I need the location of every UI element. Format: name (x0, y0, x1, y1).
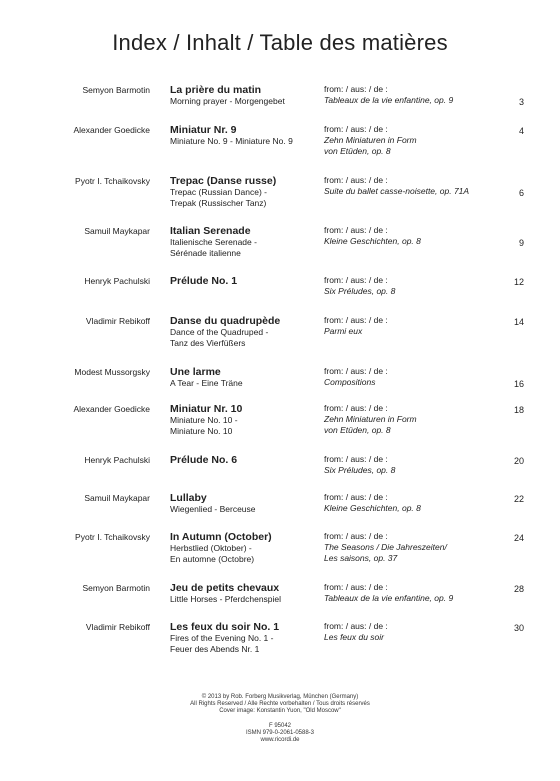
composer-name: Vladimir Rebikoff (85, 316, 150, 326)
copyright-line: © 2013 by Rob. Forberg Musikverlag, München (Germany) (201, 694, 359, 700)
composer-name: Henryk Pachulski (84, 455, 150, 465)
source-info (324, 454, 514, 476)
piece-subtitle: Miniature No. 10 - (170, 415, 238, 425)
page-number: 16 (513, 379, 524, 389)
piece-titles (170, 124, 320, 147)
piece-subtitle: Fires of the Evening No. 1 - (170, 633, 274, 643)
piece-subtitle: Dance of the Quadruped - (170, 327, 269, 337)
piece-title: Lullaby (170, 492, 207, 504)
from-label: from: / aus: / de : (324, 454, 388, 464)
piece-title: Italian Serenade (170, 225, 251, 237)
source-work: von Etüden, op. 8 (324, 146, 391, 156)
piece-subtitle: Sérénade italienne (170, 248, 241, 258)
piece-subtitle: Trepac (Russian Dance) - (170, 187, 267, 197)
piece-titles (170, 621, 320, 655)
composer-name: Vladimir Rebikoff (85, 622, 150, 632)
piece-title: Les feux du soir No. 1 (170, 621, 280, 633)
source-work: Tableaux de la vie enfantine, op. 9 (324, 95, 454, 105)
piece-titles (170, 315, 320, 349)
source-info (324, 275, 514, 297)
source-work: Les saisons, op. 37 (324, 553, 398, 563)
page-number: 20 (513, 456, 524, 466)
source-work: Tableaux de la vie enfantine, op. 9 (324, 593, 454, 603)
source-work: Parmi eux (324, 326, 363, 336)
rights-line: All Rights Reserved / Alle Rechte vorbehalten / Tous droits réservés (190, 701, 370, 708)
source-info (324, 315, 514, 337)
piece-titles (170, 225, 320, 259)
piece-subtitle: Morning prayer - Morgengebet (170, 96, 285, 106)
from-label: from: / aus: / de : (324, 582, 388, 592)
from-label: from: / aus: / de : (324, 403, 388, 413)
publisher-website: www.ricordi.de (260, 737, 300, 744)
publisher-footer (0, 694, 560, 744)
piece-title: Danse du quadrupède (170, 315, 281, 327)
composer-name: Semyon Barmotin (82, 85, 150, 95)
page-number: 24 (513, 533, 524, 543)
piece-subtitle: Miniature No. 10 (170, 426, 233, 436)
source-info (324, 366, 514, 388)
composer-name: Pyotr I. Tchaikovsky (75, 532, 150, 542)
piece-titles (170, 492, 320, 515)
piece-subtitle: Miniature No. 9 - Miniature No. 9 (170, 136, 293, 146)
source-info (324, 582, 514, 604)
page-number: 12 (513, 277, 524, 287)
source-work: Zehn Miniaturen in Form (324, 414, 417, 424)
source-info (324, 492, 514, 514)
source-work: Six Préludes, op. 8 (324, 286, 396, 296)
composer-name: Alexander Goedicke (73, 404, 150, 414)
piece-titles (170, 454, 320, 466)
piece-subtitle: Little Horses - Pferdchenspiel (170, 594, 282, 604)
from-label: from: / aus: / de : (324, 621, 388, 631)
source-work: The Seasons / Die Jahreszeiten/ (324, 542, 447, 552)
piece-title: Prélude No. 6 (170, 454, 238, 466)
source-info (324, 403, 514, 436)
piece-subtitle: En automne (Octobre) (170, 554, 255, 564)
composer-name: Semyon Barmotin (82, 583, 150, 593)
from-label: from: / aus: / de : (324, 366, 388, 376)
piece-titles (170, 366, 320, 389)
source-work: Six Préludes, op. 8 (324, 465, 396, 475)
source-info (324, 225, 514, 247)
from-label: from: / aus: / de : (324, 275, 388, 285)
page-title: Index / Inhalt / Table des matières (112, 30, 448, 55)
piece-title: La prière du matin (170, 84, 262, 96)
cover-credit: Cover image: Konstantin Yuon, "Old Moscow" (219, 708, 341, 715)
page-number: 4 (518, 126, 524, 136)
piece-title: Miniatur Nr. 10 (170, 403, 243, 415)
catalog-number: F 95042 (268, 722, 292, 729)
piece-title: Miniatur Nr. 9 (170, 124, 237, 136)
piece-title: In Autumn (October) (170, 531, 272, 543)
piece-titles (170, 582, 320, 605)
piece-titles (170, 275, 320, 287)
piece-subtitle: Italienische Serenade - (170, 237, 257, 247)
page-number: 6 (518, 188, 524, 198)
page-number: 14 (513, 317, 524, 327)
source-info (324, 621, 514, 643)
composer-name: Samuil Maykapar (84, 493, 150, 503)
page-number: 22 (513, 494, 524, 504)
piece-titles (170, 531, 320, 565)
source-info (324, 531, 514, 564)
piece-title: Prélude No. 1 (170, 275, 238, 287)
source-work: Compositions (324, 377, 376, 387)
from-label: from: / aus: / de : (324, 492, 388, 502)
composer-name: Henryk Pachulski (84, 276, 150, 286)
piece-subtitle: Wiegenlied - Berceuse (170, 504, 256, 514)
source-info (324, 175, 514, 197)
composer-name: Alexander Goedicke (73, 125, 150, 135)
from-label: from: / aus: / de : (324, 315, 388, 325)
page-number: 18 (513, 405, 524, 415)
piece-title: Jeu de petits chevaux (170, 582, 280, 594)
piece-titles (170, 403, 320, 437)
source-work: Kleine Geschichten, op. 8 (324, 236, 421, 246)
piece-title: Une larme (170, 366, 221, 378)
page-number: 28 (513, 584, 524, 594)
ismn-number: ISMN 979-0-2061-0588-3 (245, 729, 315, 736)
source-work: Les feux du soir (324, 632, 385, 642)
from-label: from: / aus: / de : (324, 531, 388, 541)
page-number: 9 (518, 238, 524, 248)
from-label: from: / aus: / de : (324, 124, 388, 134)
piece-subtitle: Herbstlied (Oktober) - (170, 543, 252, 553)
composer-name: Pyotr I. Tchaikovsky (75, 176, 150, 186)
from-label: from: / aus: / de : (324, 225, 388, 235)
from-label: from: / aus: / de : (324, 84, 388, 94)
source-work: Zehn Miniaturen in Form (324, 135, 417, 145)
piece-titles (170, 84, 320, 107)
composer-name: Samuil Maykapar (84, 226, 150, 236)
source-work: Suite du ballet casse-noisette, op. 71A (324, 186, 470, 196)
source-work: von Etüden, op. 8 (324, 425, 391, 435)
piece-titles (170, 175, 320, 209)
source-work: Kleine Geschichten, op. 8 (324, 503, 421, 513)
source-info (324, 84, 514, 106)
page-number: 30 (513, 623, 524, 633)
piece-subtitle: Feuer des Abends Nr. 1 (170, 644, 260, 654)
piece-subtitle: Trepak (Russischer Tanz) (170, 198, 267, 208)
piece-subtitle: A Tear - Eine Träne (170, 378, 243, 388)
composer-name: Modest Mussorgsky (74, 367, 150, 377)
piece-title: Trepac (Danse russe) (170, 175, 277, 187)
piece-subtitle: Tanz des Vierfüßers (170, 338, 246, 348)
page-number: 3 (518, 97, 524, 107)
source-info (324, 124, 514, 157)
from-label: from: / aus: / de : (324, 175, 388, 185)
